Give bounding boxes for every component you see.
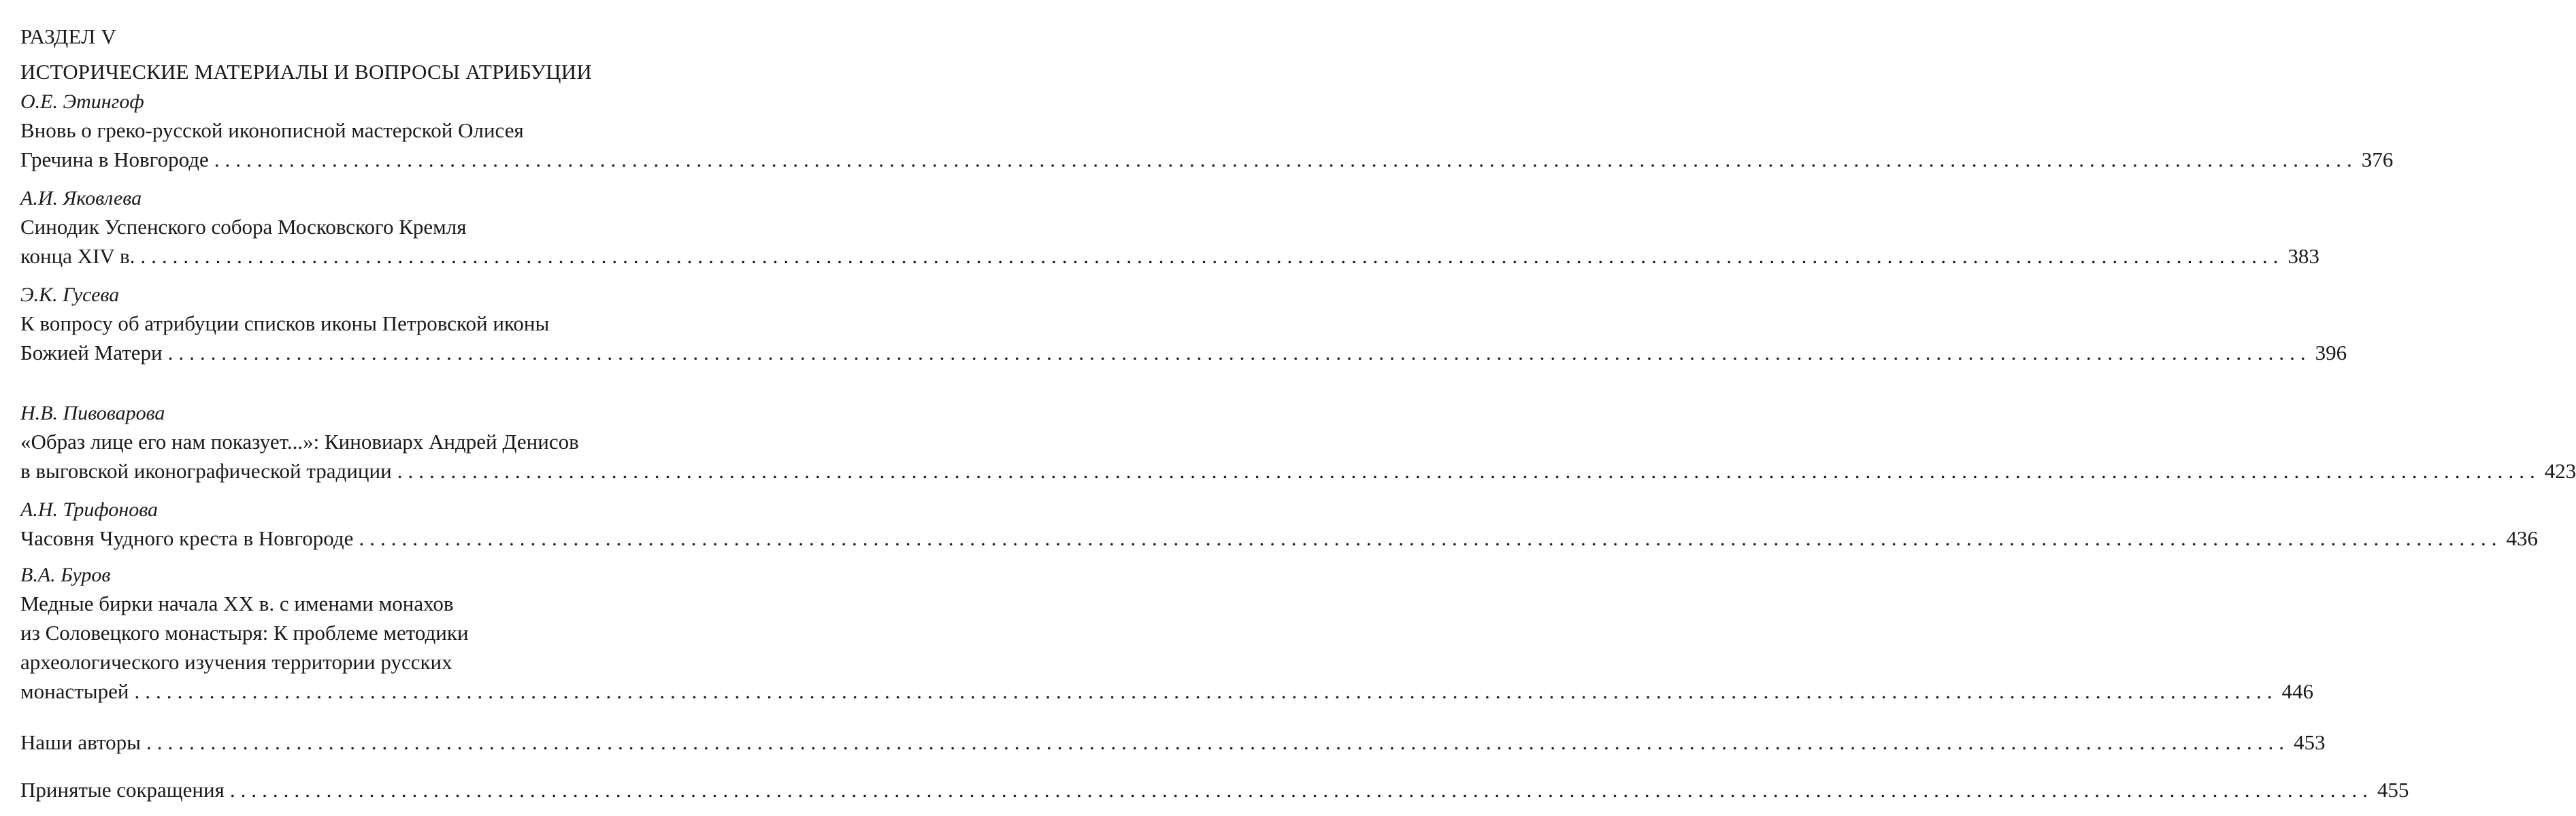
- toc-entry[interactable]: [20, 282, 2347, 367]
- entry-title-line: Синодик Успенского собора Московского Кремля: [20, 215, 467, 239]
- entry-title-line: Божией Матери: [20, 341, 163, 364]
- toc-entry[interactable]: [20, 775, 2409, 804]
- entry-title-line: Медные бирки начала XX в. с именами монахов: [20, 592, 454, 615]
- dot-leader: ........................................................................................................................................................................................................: [214, 148, 2358, 171]
- entry-title-line: Часовня Чудного креста в Новгороде: [20, 526, 354, 550]
- entry-author: Н.В. Пивоварова: [20, 402, 165, 424]
- entry-title-line: «Образ лице его нам показует...»: Киновиарх Андрей Денисов: [20, 430, 579, 454]
- entry-title-line: конца XIV в.: [20, 244, 135, 268]
- section-label: РАЗДЕЛ V: [20, 24, 116, 48]
- toc-entry[interactable]: [20, 496, 2538, 553]
- entry-author: О.Е. Этингоф: [20, 90, 144, 113]
- dot-leader: ........................................................................................................................................................................................................: [359, 526, 2503, 550]
- toc-entry[interactable]: [20, 185, 2319, 271]
- page-number: 383: [2288, 244, 2319, 268]
- entry-title-line: Гречина в Новгороде: [20, 148, 209, 171]
- entry-last-line: [20, 241, 2319, 271]
- page-number: 423: [2544, 459, 2576, 483]
- entry-title-line: археологического изучения территории русских: [20, 650, 452, 674]
- page-number: 436: [2506, 526, 2538, 550]
- entry-title-line: Наши авторы: [20, 730, 141, 754]
- entry-last-line: [20, 338, 2347, 367]
- entry-last-line: [20, 524, 2538, 553]
- entry-title-line: Принятые сокращения: [20, 778, 225, 802]
- page-number: 455: [2377, 778, 2409, 802]
- entry-title-line: из Соловецкого монастыря: К проблеме методики: [20, 621, 469, 645]
- page-number: 453: [2293, 730, 2326, 754]
- entry-title-line: в выговской иконографической традиции: [20, 459, 392, 483]
- toc-entry[interactable]: [20, 400, 2576, 486]
- toc-entry[interactable]: [20, 728, 2326, 757]
- section-title: ИСТОРИЧЕСКИЕ МАТЕРИАЛЫ И ВОПРОСЫ АТРИБУЦИИ: [20, 60, 592, 84]
- page-number: 396: [2315, 341, 2347, 364]
- toc-entry[interactable]: [20, 562, 2313, 706]
- toc-entry[interactable]: [20, 88, 2394, 174]
- dot-leader: ........................................................................................................................................................................................................: [229, 778, 2373, 802]
- page-number: 376: [2361, 148, 2394, 171]
- entry-author: А.И. Яковлева: [20, 187, 142, 209]
- section-heading: [20, 19, 592, 90]
- dot-leader: ........................................................................................................................................................................................................: [146, 730, 2290, 754]
- dot-leader: ........................................................................................................................................................................................................: [397, 459, 2541, 483]
- entry-last-line: [20, 728, 2326, 757]
- entry-last-line: [20, 456, 2576, 486]
- entry-title-line: К вопросу об атрибуции списков иконы Петровской иконы: [20, 311, 550, 335]
- entry-author: В.А. Буров: [20, 564, 111, 586]
- entry-title-line: монастырей: [20, 679, 129, 703]
- entry-last-line: [20, 775, 2409, 804]
- dot-leader: ........................................................................................................................................................................................................: [140, 244, 2284, 268]
- entry-last-line: [20, 145, 2394, 174]
- entry-title-line: Вновь о греко-русской иконописной мастерской Олисея: [20, 118, 524, 142]
- dot-leader: ........................................................................................................................................................................................................: [167, 341, 2311, 364]
- dot-leader: ........................................................................................................................................................................................................: [134, 679, 2278, 703]
- entry-author: А.Н. Трифонова: [20, 498, 159, 521]
- entry-last-line: [20, 677, 2313, 706]
- entry-author: Э.К. Гусева: [20, 284, 120, 306]
- page-number: 446: [2281, 679, 2313, 703]
